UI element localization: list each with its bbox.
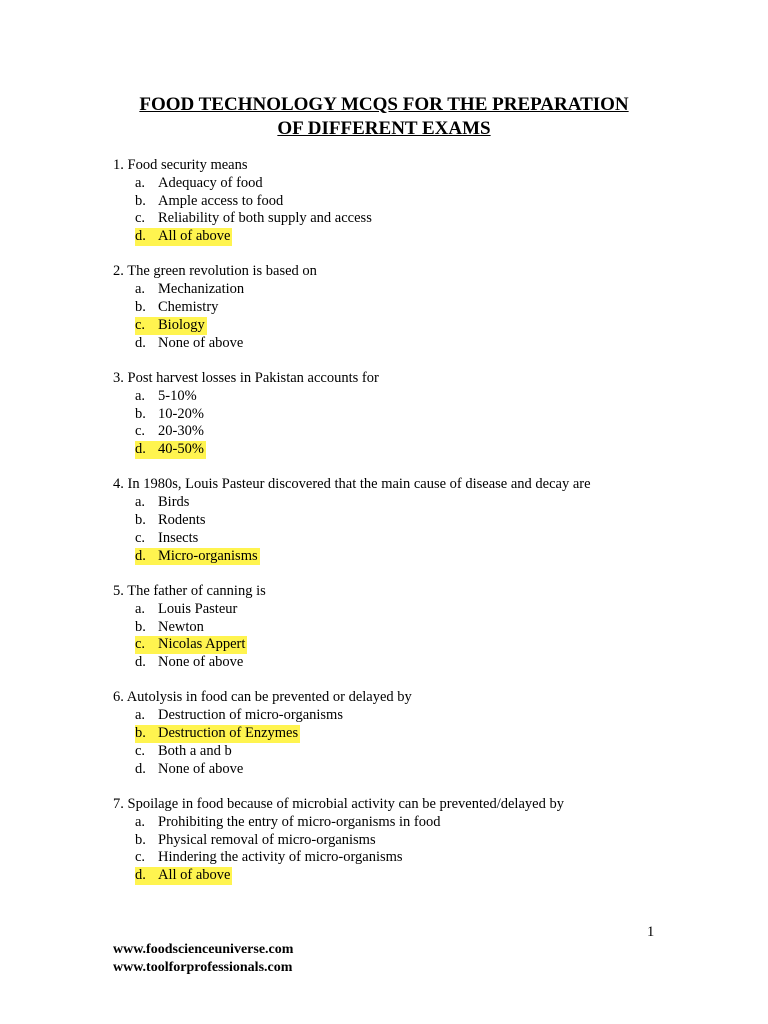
highlighted-correct-answer xyxy=(135,636,247,654)
option-content xyxy=(135,299,218,317)
option-content xyxy=(135,494,189,512)
option-letter: a. xyxy=(135,174,146,191)
option-text: Louis Pasteur xyxy=(158,600,238,617)
option-text: Reliability of both supply and access xyxy=(158,210,372,227)
option-content xyxy=(135,512,206,530)
question-block xyxy=(113,583,713,672)
answer-option xyxy=(113,335,713,353)
option-letter: d. xyxy=(135,547,146,564)
highlighted-correct-answer xyxy=(135,867,232,885)
answer-option xyxy=(113,512,713,530)
option-text: Biology xyxy=(158,316,205,333)
answer-option xyxy=(113,725,713,743)
option-letter: b. xyxy=(135,512,146,529)
option-text: None of above xyxy=(158,760,244,777)
answer-option xyxy=(113,548,713,566)
answer-option xyxy=(113,299,713,317)
option-letter: c. xyxy=(135,742,146,759)
option-text: Micro-organisms xyxy=(158,547,258,564)
answer-option xyxy=(113,849,713,867)
option-content xyxy=(135,388,197,406)
option-text: Prohibiting the entry of micro-organisms in food xyxy=(158,813,441,830)
option-text: Both a and b xyxy=(158,742,232,759)
option-letter: c. xyxy=(135,316,146,333)
option-letter: a. xyxy=(135,707,146,724)
highlighted-correct-answer xyxy=(135,317,207,335)
answer-option xyxy=(113,707,713,725)
option-text: None of above xyxy=(158,654,244,671)
option-letter: b. xyxy=(135,299,146,316)
option-letter: a. xyxy=(135,494,146,511)
option-letter: d. xyxy=(135,441,146,458)
option-content xyxy=(135,423,204,441)
option-text: 20-30% xyxy=(158,423,204,440)
option-text: 5-10% xyxy=(158,387,197,404)
option-text: Hindering the activity of micro-organisms xyxy=(158,849,403,866)
answer-option xyxy=(113,601,713,619)
option-text: All of above xyxy=(158,867,231,884)
option-content xyxy=(135,619,204,637)
option-content xyxy=(135,761,243,779)
footer-url-1: www.foodscienceuniverse.com xyxy=(113,942,294,957)
option-text: Adequacy of food xyxy=(158,174,263,191)
option-letter: d. xyxy=(135,760,146,777)
option-text: Chemistry xyxy=(158,299,219,316)
question-block xyxy=(113,370,713,459)
option-letter: d. xyxy=(135,867,146,884)
option-letter: c. xyxy=(135,849,146,866)
option-content xyxy=(135,281,244,299)
option-text: Nicolas Appert xyxy=(158,636,246,653)
answer-option xyxy=(113,175,713,193)
answer-option xyxy=(113,388,713,406)
option-list xyxy=(113,281,713,352)
option-list xyxy=(113,175,713,246)
answer-option xyxy=(113,423,713,441)
answer-option xyxy=(113,317,713,335)
option-letter: b. xyxy=(135,405,146,422)
option-text: Birds xyxy=(158,494,190,511)
option-text: Ample access to food xyxy=(158,192,284,209)
answer-option xyxy=(113,814,713,832)
option-content xyxy=(135,193,283,211)
option-text: Newton xyxy=(158,618,204,635)
answer-option xyxy=(113,406,713,424)
question-text: 4. In 1980s, Louis Pasteur discovered that the main cause of disease and decay are xyxy=(113,476,591,493)
option-letter: d. xyxy=(135,228,146,245)
option-content xyxy=(135,707,343,725)
option-content xyxy=(135,814,440,832)
option-content xyxy=(135,406,204,424)
option-content xyxy=(135,654,243,672)
option-text: Mechanization xyxy=(158,281,245,298)
option-content xyxy=(135,335,243,353)
option-content xyxy=(135,175,263,193)
option-letter: b. xyxy=(135,618,146,635)
option-text: Insects xyxy=(158,529,199,546)
option-text: All of above xyxy=(158,228,231,245)
answer-option xyxy=(113,281,713,299)
question-block xyxy=(113,689,713,778)
question-block xyxy=(113,796,713,885)
option-text: Destruction of micro-organisms xyxy=(158,707,343,724)
answer-option xyxy=(113,441,713,459)
answer-option xyxy=(113,228,713,246)
option-list xyxy=(113,814,713,885)
question-text: 3. Post harvest losses in Pakistan accounts for xyxy=(113,369,379,386)
answer-option xyxy=(113,761,713,779)
option-list xyxy=(113,388,713,459)
option-text: 10-20% xyxy=(158,405,204,422)
highlighted-correct-answer xyxy=(135,441,206,459)
question-text: 5. The father of canning is xyxy=(113,582,266,599)
option-letter: b. xyxy=(135,725,146,742)
option-content xyxy=(135,849,403,867)
option-text: 40-50% xyxy=(158,441,204,458)
highlighted-correct-answer xyxy=(135,228,232,246)
question-text: 6. Autolysis in food can be prevented or delayed by xyxy=(113,689,412,706)
option-content xyxy=(135,210,372,228)
option-letter: c. xyxy=(135,636,146,653)
option-letter: c. xyxy=(135,423,146,440)
answer-option xyxy=(113,193,713,211)
option-letter: c. xyxy=(135,529,146,546)
title-line-1: FOOD TECHNOLOGY MCQS FOR THE PREPARATION xyxy=(139,94,629,115)
option-text: Physical removal of micro-organisms xyxy=(158,831,376,848)
page-number: 1 xyxy=(647,924,655,940)
option-content xyxy=(135,743,232,761)
question-block xyxy=(113,476,713,565)
option-letter: b. xyxy=(135,831,146,848)
footer xyxy=(113,941,293,977)
answer-option xyxy=(113,210,713,228)
question-text: 1. Food security means xyxy=(113,157,248,173)
option-list xyxy=(113,601,713,672)
option-text: Rodents xyxy=(158,512,206,529)
document-title xyxy=(0,93,768,141)
answer-option xyxy=(113,494,713,512)
option-letter: d. xyxy=(135,334,146,351)
answer-option xyxy=(113,654,713,672)
question-text: 7. Spoilage in food because of microbial activity can be prevented/delayed by xyxy=(113,795,564,812)
option-letter: b. xyxy=(135,192,146,209)
footer-url-2: www.toolforprofessionals.com xyxy=(113,960,293,975)
answer-option xyxy=(113,636,713,654)
highlighted-correct-answer xyxy=(135,548,260,566)
highlighted-correct-answer xyxy=(135,725,300,743)
question-text: 2. The green revolution is based on xyxy=(113,263,317,280)
option-content xyxy=(135,530,198,548)
option-letter: a. xyxy=(135,813,146,830)
option-content xyxy=(135,832,376,850)
option-letter: a. xyxy=(135,387,146,404)
question-block xyxy=(113,263,713,352)
option-letter: a. xyxy=(135,600,146,617)
answer-option xyxy=(113,743,713,761)
question-block xyxy=(113,157,713,246)
title-line-2: OF DIFFERENT EXAMS xyxy=(277,118,491,139)
answer-option xyxy=(113,619,713,637)
option-list xyxy=(113,707,713,778)
option-content xyxy=(135,601,237,619)
option-text: Destruction of Enzymes xyxy=(158,725,299,742)
answer-option xyxy=(113,832,713,850)
option-letter: a. xyxy=(135,281,146,298)
answer-option xyxy=(113,867,713,885)
option-text: None of above xyxy=(158,334,244,351)
option-letter: c. xyxy=(135,210,146,227)
option-letter: d. xyxy=(135,654,146,671)
question-list xyxy=(113,157,713,902)
option-list xyxy=(113,494,713,565)
answer-option xyxy=(113,530,713,548)
